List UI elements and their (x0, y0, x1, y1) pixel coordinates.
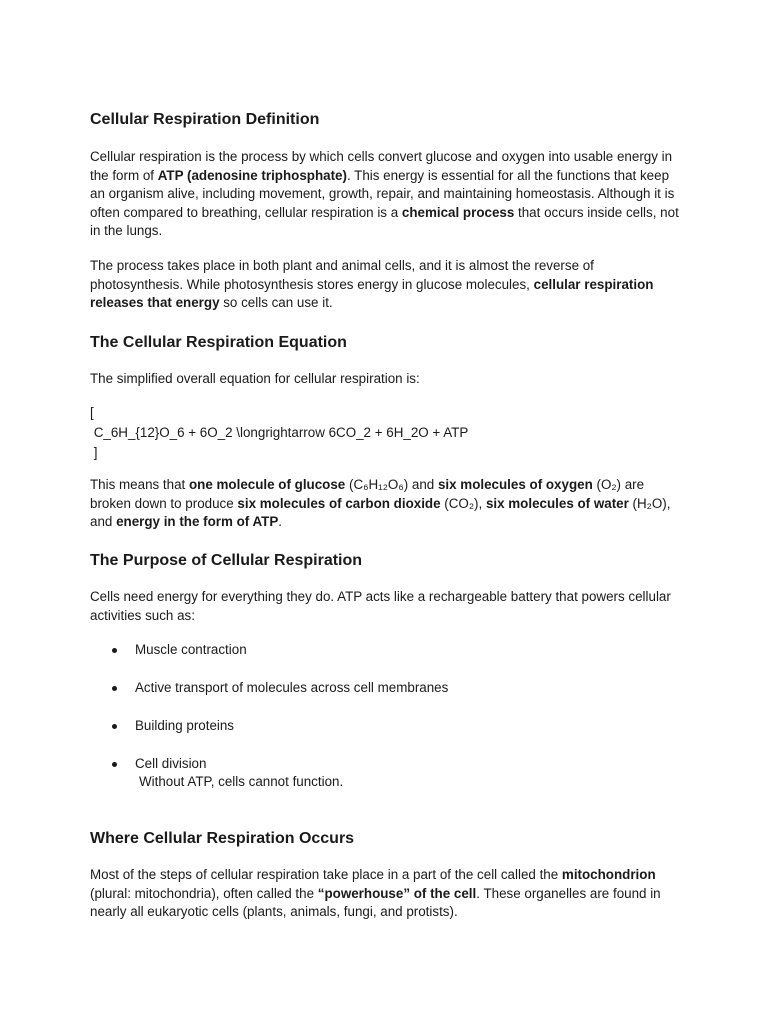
list-item: Muscle contraction (90, 641, 448, 679)
bullet-icon (112, 724, 117, 729)
bullet-icon (112, 686, 117, 691)
paragraph-equation-explanation: This means that one molecule of glucose (C₆H₁₂O₆) and six molecules of oxygen (O₂) are broken down to produce six molecules of carbon dioxide (CO₂), six molecules of water (H₂O), and energy in the form of ATP. (90, 477, 671, 530)
paragraph-definition-1: Cellular respiration is the process by which cells convert glucose and oxygen into usable energy in the form of ATP (adenosine triphosphate). This energy is essential for all the functions that keep an organism alive, including movement, growth, repair, and maintaining homeostasis. Although it is often compared to breathing, cellular respiration is a chemical process that occurs inside cells, not in the lungs. (90, 149, 679, 239)
equation-close-bracket: ] (90, 445, 98, 460)
equation-formula: C_6H_{12}O_6 + 6O_2 \longrightarrow 6CO_2 + 6H_2O + ATP (90, 425, 469, 440)
purpose-list (90, 641, 448, 793)
heading-definition: Cellular Respiration Definition (90, 111, 320, 128)
heading-location: Where Cellular Respiration Occurs (90, 830, 355, 847)
purpose-note: Without ATP, cells cannot function. (139, 774, 344, 789)
list-item: Cell division Without ATP, cells cannot function. (90, 755, 448, 793)
list-item: Active transport of molecules across cell membranes (90, 679, 448, 717)
equation-open-bracket: [ (90, 405, 94, 420)
heading-purpose: The Purpose of Cellular Respiration (90, 552, 363, 569)
equation-block (90, 403, 468, 463)
heading-equation: The Cellular Respiration Equation (90, 334, 347, 351)
list-item: Building proteins (90, 717, 448, 755)
equation-intro: The simplified overall equation for cellular respiration is: (90, 371, 420, 386)
bullet-icon (112, 762, 117, 767)
paragraph-location: Most of the steps of cellular respiration take place in a part of the cell called the mitochondrion (plural: mitochondria), often called the “powerhouse” of the cell. These organelles are found in nearly all eukaryotic cells (plants, animals, fungi, and protists). (90, 867, 661, 920)
bullet-icon (112, 648, 117, 653)
paragraph-definition-2: The process takes place in both plant and animal cells, and it is almost the reverse of photosynthesis. While photosynthesis stores energy in glucose molecules, cellular respiration releases that energy so cells can use it. (90, 258, 654, 311)
purpose-intro: Cells need energy for everything they do. ATP acts like a rechargeable battery that powers cellular activities such as: (90, 589, 671, 623)
